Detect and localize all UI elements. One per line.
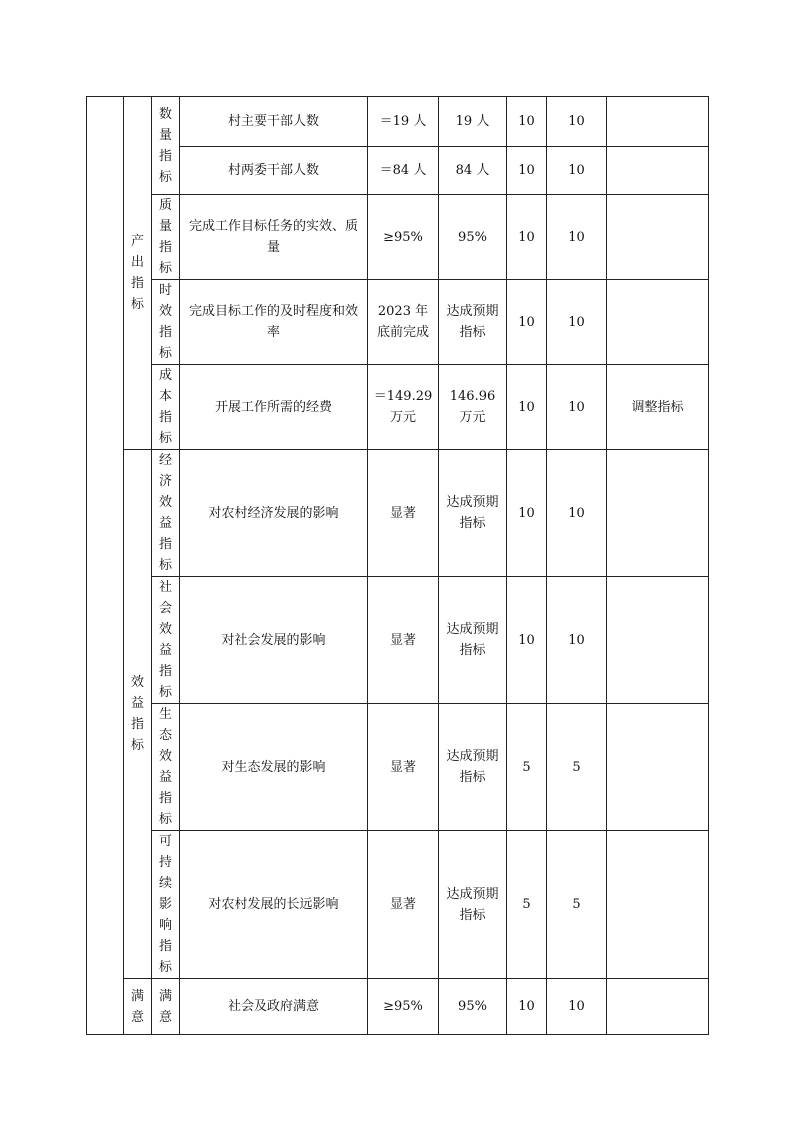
remark-cell xyxy=(607,450,709,577)
secondary-indicator-label: 社会效益指标 xyxy=(152,577,180,704)
primary-indicator-label: 产出指标 xyxy=(124,97,152,450)
score-cell: 10 xyxy=(547,97,607,147)
secondary-indicator-label: 成本指标 xyxy=(152,365,180,450)
primary-indicator-label: 满意 xyxy=(124,979,152,1035)
actual-value-cell: 84 人 xyxy=(439,147,507,195)
remark-cell xyxy=(607,831,709,979)
weight-cell: 10 xyxy=(507,280,547,365)
target-value-cell: 显著 xyxy=(368,831,439,979)
secondary-indicator-label: 质量指标 xyxy=(152,195,180,280)
blank-left-column-cell xyxy=(87,97,124,1035)
actual-value-cell: 达成预期指标 xyxy=(439,577,507,704)
target-value-cell: 显著 xyxy=(368,704,439,831)
target-value-cell: ≥95% xyxy=(368,195,439,280)
performance-indicator-table xyxy=(86,96,709,1035)
indicator-name-cell: 对农村经济发展的影响 xyxy=(180,450,368,577)
primary-indicator-label: 效益指标 xyxy=(124,450,152,979)
remark-cell xyxy=(607,195,709,280)
secondary-indicator-label: 经济效益指标 xyxy=(152,450,180,577)
table-row xyxy=(87,195,709,280)
score-cell: 10 xyxy=(547,147,607,195)
indicator-name-cell: 完成目标工作的及时程度和效率 xyxy=(180,280,368,365)
secondary-indicator-label: 生态效益指标 xyxy=(152,704,180,831)
table-row xyxy=(87,831,709,979)
target-value-cell: ＝84 人 xyxy=(368,147,439,195)
actual-value-cell: 146.96 万元 xyxy=(439,365,507,450)
indicator-name-cell: 村主要干部人数 xyxy=(180,97,368,147)
table-row xyxy=(87,577,709,704)
secondary-indicator-label: 时效指标 xyxy=(152,280,180,365)
weight-cell: 10 xyxy=(507,450,547,577)
actual-value-cell: 达成预期指标 xyxy=(439,450,507,577)
remark-cell xyxy=(607,280,709,365)
actual-value-cell: 达成预期指标 xyxy=(439,704,507,831)
actual-value-cell: 19 人 xyxy=(439,97,507,147)
score-cell: 5 xyxy=(547,831,607,979)
weight-cell: 10 xyxy=(507,979,547,1035)
score-cell: 10 xyxy=(547,280,607,365)
actual-value-cell: 95% xyxy=(439,195,507,280)
weight-cell: 5 xyxy=(507,704,547,831)
remark-cell xyxy=(607,147,709,195)
table-row xyxy=(87,280,709,365)
weight-cell: 10 xyxy=(507,365,547,450)
remark-cell xyxy=(607,577,709,704)
actual-value-cell: 达成预期指标 xyxy=(439,280,507,365)
indicator-name-cell: 社会及政府满意 xyxy=(180,979,368,1035)
weight-cell: 5 xyxy=(507,831,547,979)
indicator-name-cell: 对社会发展的影响 xyxy=(180,577,368,704)
table-row xyxy=(87,97,709,147)
target-value-cell: ＝149.29 万元 xyxy=(368,365,439,450)
target-value-cell: ≥95% xyxy=(368,979,439,1035)
table-row xyxy=(87,450,709,577)
weight-cell: 10 xyxy=(507,147,547,195)
remark-cell: 调整指标 xyxy=(607,365,709,450)
table-row xyxy=(87,979,709,1035)
weight-cell: 10 xyxy=(507,577,547,704)
score-cell: 10 xyxy=(547,195,607,280)
secondary-indicator-label: 满意 xyxy=(152,979,180,1035)
score-cell: 10 xyxy=(547,577,607,704)
secondary-indicator-label: 可持续影响指标 xyxy=(152,831,180,979)
target-value-cell: 显著 xyxy=(368,577,439,704)
remark-cell xyxy=(607,979,709,1035)
indicator-name-cell: 完成工作目标任务的实效、质量 xyxy=(180,195,368,280)
indicator-name-cell: 对农村发展的长远影响 xyxy=(180,831,368,979)
score-cell: 10 xyxy=(547,979,607,1035)
actual-value-cell: 95% xyxy=(439,979,507,1035)
target-value-cell: 2023 年底前完成 xyxy=(368,280,439,365)
score-cell: 5 xyxy=(547,704,607,831)
indicator-name-cell: 村两委干部人数 xyxy=(180,147,368,195)
target-value-cell: ＝19 人 xyxy=(368,97,439,147)
remark-cell xyxy=(607,704,709,831)
remark-cell xyxy=(607,97,709,147)
secondary-indicator-label: 数量指标 xyxy=(152,97,180,195)
indicator-name-cell: 开展工作所需的经费 xyxy=(180,365,368,450)
table-row xyxy=(87,365,709,450)
table-row xyxy=(87,147,709,195)
score-cell: 10 xyxy=(547,450,607,577)
indicator-name-cell: 对生态发展的影响 xyxy=(180,704,368,831)
score-cell: 10 xyxy=(547,365,607,450)
table-row xyxy=(87,704,709,831)
weight-cell: 10 xyxy=(507,195,547,280)
target-value-cell: 显著 xyxy=(368,450,439,577)
actual-value-cell: 达成预期指标 xyxy=(439,831,507,979)
weight-cell: 10 xyxy=(507,97,547,147)
